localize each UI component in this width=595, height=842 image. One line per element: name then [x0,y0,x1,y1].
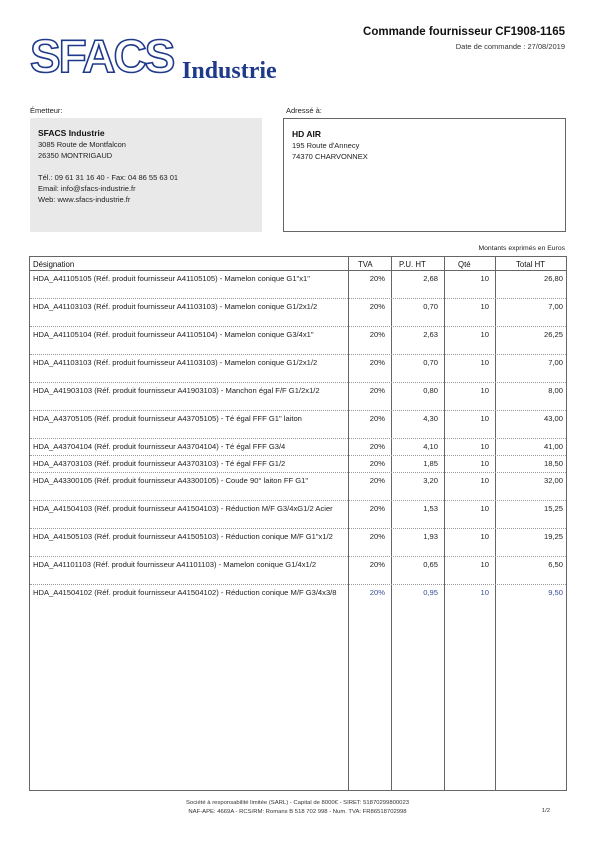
table-row [30,585,566,613]
logo-text: SFACS [30,32,174,82]
recipient-address1: 195 Route d'Annecy [292,141,360,150]
row-unit-price: 0,95 [423,588,438,597]
page-number: 1/2 [541,808,550,814]
row-quantity: 10 [480,302,489,311]
row-designation: HDA_A41105104 (Réf. produit fournisseur A41105104) - Mamelon conique G3/4x1" [33,330,314,339]
row-unit-price: 0,70 [423,358,438,367]
row-tva: 20% [369,386,385,395]
order-date: Date de commande : 27/08/2019 [455,42,565,51]
header-designation: Désignation [33,260,75,269]
row-designation: HDA_A41105105 (Réf. produit fournisseur A41105105) - Mamelon conique G1"x1" [33,274,310,283]
sender-name: SFACS Industrie [38,128,105,138]
legal-footer [0,799,595,817]
table-row [30,327,566,355]
footer-line2: NAF-APE: 4669A - RCS/RM: Romans B 518 702 998 - Num. TVA: FR86518702998 [188,809,407,815]
sender-address1: 3085 Route de Montfalcon [38,140,126,149]
row-total: 26,80 [543,274,563,283]
table-row [30,355,566,383]
row-total: 43,00 [543,414,563,423]
header-tva: TVA [358,260,373,269]
recipient-label: Adressé à: [286,106,322,115]
sender-email: Email: info@sfacs-industrie.fr [38,184,136,193]
logo-subtitle: Industrie [182,58,277,84]
row-quantity: 10 [480,459,489,468]
recipient-address2: 74370 CHARVONNEX [292,152,368,161]
row-designation: HDA_A41504103 (Réf. produit fournisseur A41504103) - Réduction M/F G3/4xG1/2 Acier [33,504,333,513]
row-tva: 20% [369,414,385,423]
row-quantity: 10 [480,588,489,597]
sender-web: Web: www.sfacs-industrie.fr [38,195,131,204]
row-designation: HDA_A41504102 (Réf. produit fournisseur A41504102) - Réduction conique M/F G3/4x3/8 [33,588,337,597]
row-total: 7,00 [548,302,563,311]
row-designation: HDA_A41101103 (Réf. produit fournisseur A41101103) - Mamelon conique G1/4x1/2 [33,560,317,569]
row-quantity: 10 [480,442,489,451]
row-designation: HDA_A41903103 (Réf. produit fournisseur A41903103) - Manchon égal F/F G1/2x1/2 [33,386,320,395]
row-designation: HDA_A43704104 (Réf. produit fournisseur A43704104) - Té égal FFF G3/4 [33,442,286,451]
table-row [30,271,566,299]
row-unit-price: 1,53 [423,504,438,513]
row-designation: HDA_A41505103 (Réf. produit fournisseur A41505103) - Réduction conique M/F G1"x1/2 [33,532,333,541]
footer-line1: Société à responsabilité limitée (SARL) - Capital de 8000€ - SIRET: 51870299800023 [186,800,409,806]
header-quantity: Qté [458,260,471,269]
row-quantity: 10 [480,504,489,513]
row-unit-price: 4,30 [423,414,438,423]
row-tva: 20% [369,442,385,451]
row-tva: 20% [369,302,385,311]
row-unit-price: 2,68 [423,274,438,283]
table-row [30,299,566,327]
row-tva: 20% [369,588,385,597]
company-logo [30,32,330,92]
table-row [30,529,566,557]
row-total: 26,25 [543,330,563,339]
row-unit-price: 0,65 [423,560,438,569]
row-quantity: 10 [480,476,489,485]
row-unit-price: 2,63 [423,330,438,339]
table-row [30,383,566,411]
table-row [30,456,566,473]
row-quantity: 10 [480,560,489,569]
header-total: Total HT [516,260,546,269]
row-designation: HDA_A43300105 (Réf. produit fournisseur A43300105) - Coude 90° laiton FF G1" [33,476,309,485]
row-total: 41,00 [543,442,563,451]
currency-note: Montants exprimés en Euros [478,245,565,252]
row-unit-price: 3,20 [423,476,438,485]
row-unit-price: 1,85 [423,459,438,468]
row-quantity: 10 [480,414,489,423]
row-designation: HDA_A43703103 (Réf. produit fournisseur A43703103) - Té égal FFF G1/2 [33,459,286,468]
row-unit-price: 1,93 [423,532,438,541]
row-total: 8,00 [548,386,563,395]
row-tva: 20% [369,274,385,283]
row-unit-price: 4,10 [423,442,438,451]
row-tva: 20% [369,330,385,339]
table-row [30,557,566,585]
row-tva: 20% [369,459,385,468]
table-row [30,501,566,529]
order-title: Commande fournisseur CF1908-1165 [363,26,565,38]
row-quantity: 10 [480,532,489,541]
row-quantity: 10 [480,274,489,283]
sender-box [30,118,262,232]
table-header [30,257,566,271]
recipient-box [283,118,566,232]
row-total: 32,00 [543,476,563,485]
table-body [30,271,566,613]
row-designation: HDA_A41103103 (Réf. produit fournisseur A41103103) - Mamelon conique G1/2x1/2 [33,302,318,311]
table-row [30,411,566,439]
row-total: 19,25 [543,532,563,541]
row-unit-price: 0,70 [423,302,438,311]
sender-address2: 26350 MONTRIGAUD [38,151,113,160]
row-unit-price: 0,80 [423,386,438,395]
table-row [30,439,566,456]
row-total: 6,50 [548,560,563,569]
order-header [363,26,565,51]
order-lines-table [29,256,567,791]
table-row [30,473,566,501]
sender-phone: Tél.: 09 61 31 16 40 - Fax: 04 86 55 63 01 [38,173,179,182]
row-quantity: 10 [480,358,489,367]
row-tva: 20% [369,532,385,541]
row-tva: 20% [369,560,385,569]
recipient-name: HD AIR [292,129,321,139]
row-total: 18,50 [543,459,563,468]
sender-label: Émetteur: [30,106,63,115]
row-total: 7,00 [548,358,563,367]
row-tva: 20% [369,476,385,485]
row-quantity: 10 [480,386,489,395]
row-tva: 20% [369,358,385,367]
row-designation: HDA_A41103103 (Réf. produit fournisseur A41103103) - Mamelon conique G1/2x1/2 [33,358,318,367]
row-quantity: 10 [480,330,489,339]
row-total: 9,50 [548,588,563,597]
row-tva: 20% [369,504,385,513]
header-unit-price: P.U. HT [399,260,426,269]
row-total: 15,25 [543,504,563,513]
row-designation: HDA_A43705105 (Réf. produit fournisseur A43705105) - Té égal FFF G1" laiton [33,414,302,423]
